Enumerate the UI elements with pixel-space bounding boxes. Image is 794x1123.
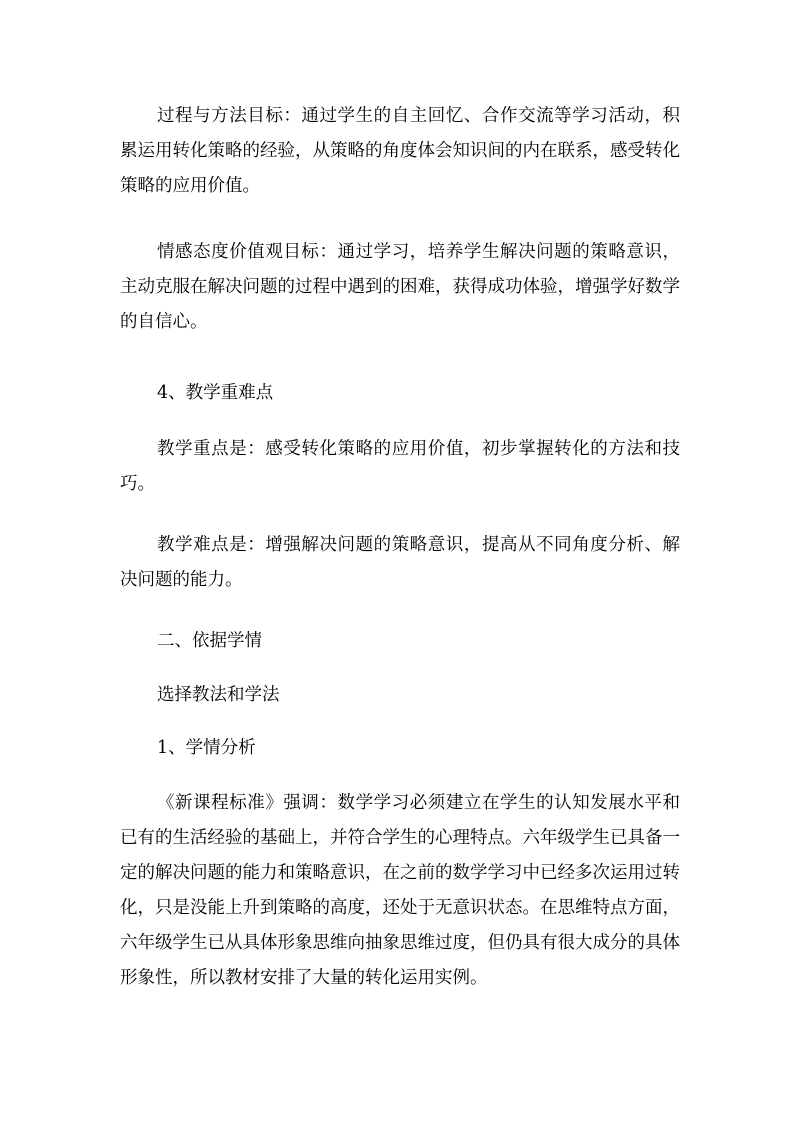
heading-learning-situation-analysis: 1、学情分析 — [157, 738, 256, 758]
paragraph-process-method-goal: 过程与方法目标：通过学生的自主回忆、合作交流等学习活动，积累运用转化策略的经验，从策略的角度体会知识间的内在联系，感受转化策略的应用价值。 — [120, 106, 680, 196]
heading-teaching-key-difficult-points: 4、教学重难点 — [157, 383, 274, 403]
paragraph-teaching-difficult-point: 教学难点是：增强解决问题的策略意识，提高从不同角度分析、解决问题的能力。 — [120, 535, 680, 590]
paragraph-learning-situation-analysis: 《新课程标准》强调：数学学习必须建立在学生的认知发展水平和已有的生活经验的基础上，并符合学生的心理特点。六年级学生已具备一定的解决问题的能力和策略意识，在之前的数学学习中已经多次运用过转化，只是没能上升到策略的高度，还处于无意识状态。在思维特点方面，六年级学生已从具体形象思维向抽象思维过度，但仍具有很大成分的具体形象性，所以教材安排了大量的转化运用实例。 — [120, 793, 680, 988]
paragraph-teaching-key-point: 教学重点是：感受转化策略的应用价值，初步掌握转化的方法和技巧。 — [120, 439, 680, 494]
heading-choose-teaching-methods: 选择教法和学法 — [157, 685, 280, 705]
heading-based-on-learning-situation: 二、依据学情 — [157, 631, 262, 651]
paragraph-emotion-attitude-goal: 情感态度价值观目标：通过学习，培养学生解决问题的策略意识，主动克服在解决问题的过程中遇到的困难，获得成功体验，增强学好数学的自信心。 — [120, 242, 680, 332]
